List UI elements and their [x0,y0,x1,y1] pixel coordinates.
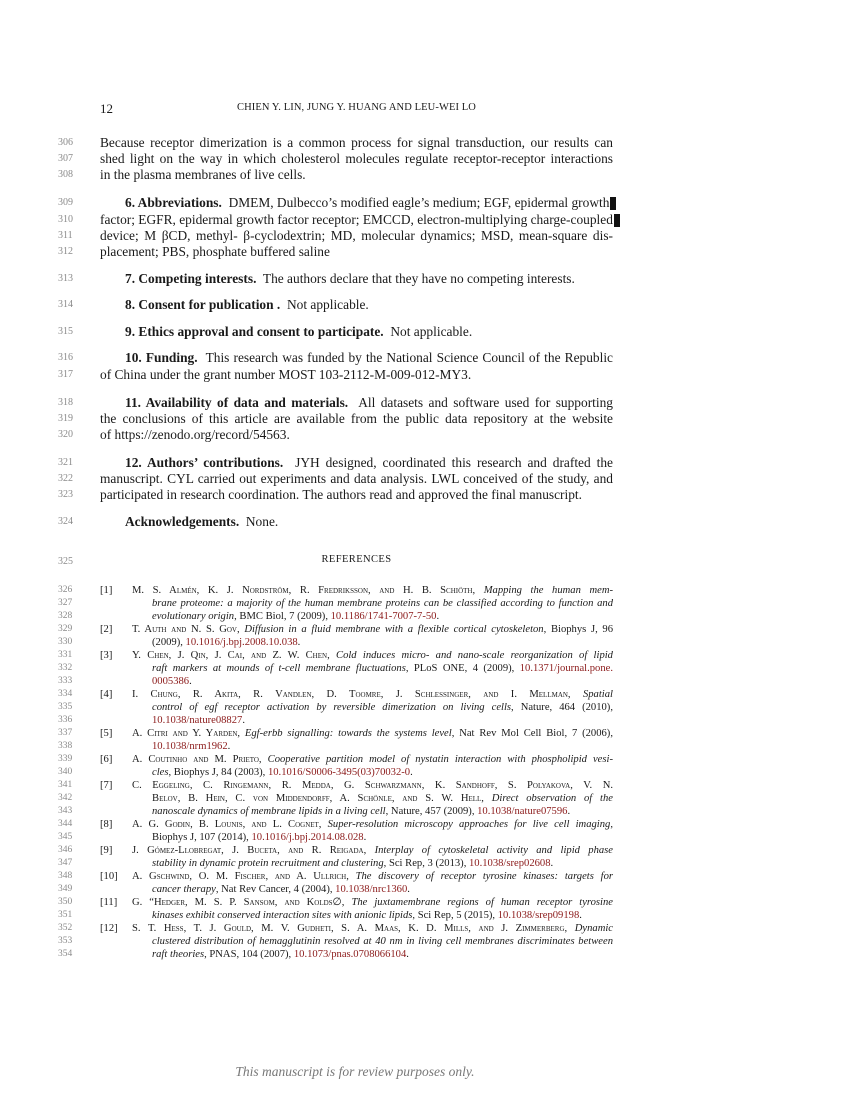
section-text: DMEM, Dulbecco’s modified eagle’s medium; EGF, epidermal growth [228,195,610,210]
reference-continuation [100,636,613,649]
line-number: 315 [58,326,73,337]
reference-4 [100,688,613,701]
reference-title: nanoscale dynamics of membrane lipids in a living cell [152,806,386,817]
reference-7 [100,779,613,792]
reference-source: , Biophys J, 84 (2003), [168,767,268,778]
section-text: All datasets and software used for supporting [358,395,613,410]
doi-link[interactable]: 0005386 [152,676,190,687]
reference-title: brane proteome: a majority of the human membrane proteins can be classified according to function and [152,598,613,609]
body-line: of China under the grant number MOST 103-2112-M-009-012-MY3. [100,367,472,382]
section-heading: Acknowledgements. [125,514,240,529]
reference-authors: Y. Chen, J. Qin, J. Cai, and Z. W. Chen, [132,650,330,661]
reference-source: (2009), [152,637,186,648]
line-number: 335 [58,702,73,712]
reference-continuation [100,935,613,948]
reference-continuation [100,714,613,727]
reference-authors: S. T. Hess, T. J. Gould, M. V. Gudheti, S. A. Maas, K. D. Mills, and J. Zimmerberg, [132,923,568,934]
reference-source: , Nat Rev Cancer, 4 (2004), [215,884,336,895]
body-line [100,212,613,228]
reference-source: , Biophys J, 96 [543,624,613,635]
reference-end: . [227,741,231,752]
reference-continuation [100,675,613,688]
line-number: 349 [58,884,73,894]
doi-link[interactable]: 10.1186/1741-7007-7-50 [330,611,437,622]
section-acknowledgements [100,514,613,530]
section-text: Not applicable. [286,297,369,312]
reference-9 [100,844,613,857]
reference-title: The discovery of receptor tyrosine kinases: targets for [355,871,613,882]
reference-authors: Belov, B. Hein, C. von Middendorff, A. Schönle, and S. W. Hell, [152,793,484,804]
line-number: 344 [58,819,73,829]
line-number: 327 [58,598,73,608]
reference-title: cancer therapy [152,884,216,895]
overfull-box-marker [614,214,620,227]
line-number: 342 [58,793,73,803]
reference-3 [100,649,613,662]
line-number: 331 [58,650,73,660]
line-number: 337 [58,728,73,738]
reference-continuation [100,909,613,922]
section-text: The authors declare that they have no competing interests. [262,271,575,286]
reference-source: Biophys J, 107 (2014), [152,832,252,843]
section-heading: 10. Funding. [125,350,198,365]
overfull-box-marker [610,197,616,210]
line-number: 310 [58,214,73,225]
reference-source: , BMC Biol, 7 (2009), [234,611,331,622]
reference-title: raft theories [152,949,205,960]
reference-title: Cold induces micro- and nano-scale reorganization of lipid [336,650,613,661]
body-line: participated in research coordination. The authors read and approved the final manuscript. [100,487,583,502]
line-number: 307 [58,153,73,164]
reference-authors: J. Gómez-Llobregat, J. Buceta, and R. Reigada, [132,845,367,856]
line-number: 334 [58,689,73,699]
line-number: 312 [58,246,73,257]
doi-link[interactable]: 10.1038/srep09198 [497,910,580,921]
section-heading: 8. Consent for publication . [125,297,281,312]
reference-12 [100,922,613,935]
reference-end: . [410,767,413,778]
section-contributions [100,455,613,471]
line-number: 353 [58,936,73,946]
line-number: 311 [58,230,73,241]
reference-label: [7] [100,780,113,791]
references-heading: REFERENCES [321,554,392,565]
line-number: 313 [58,273,73,284]
reference-source: , Nat Rev Mol Cell Biol, 7 (2006), [451,728,613,739]
reference-title: Mapping the human mem- [483,585,613,596]
body-line: Because receptor dimerization is a common process for signal transduction, our results can [100,135,613,150]
reference-continuation [100,805,613,818]
reference-label: [11] [100,897,118,908]
body-line: of https://zenodo.org/record/54563. [100,427,290,442]
reference-title: clustered distribution of hemagglutinin resolved at 40 nm in living cell membranes discriminates between [152,936,613,947]
reference-label: [10] [100,871,118,882]
line-number: 343 [58,806,73,816]
body-line: manuscript. CYL carried out experiments and data analysis. LWL conceived of the study, and [100,471,613,486]
reference-end: . [363,832,367,843]
section-heading: 12. Authors’ contributions. [125,455,284,470]
line-number: 346 [58,845,73,855]
reference-authors: C. Eggeling, C. Ringemann, R. Medda, G. Schwarzmann, K. Sandhoff, S. Polyakova, V. N. [132,780,613,791]
line-number: 320 [58,429,73,440]
reference-end: . [297,637,301,648]
doi-link[interactable]: 10.1073/pnas.0708066104 [293,949,407,960]
reference-continuation [100,597,613,610]
body-line: in the plasma membranes of live cells. [100,167,306,182]
reference-authors: A. Gschwind, O. M. Fischer, and A. Ullrich, [132,871,349,882]
reference-continuation [100,948,613,961]
line-number: 351 [58,910,73,920]
doi-link[interactable]: 10.1016/j.bpj.2008.10.038 [185,637,298,648]
reference-source: , [610,819,613,830]
line-number: 336 [58,715,73,725]
reference-label: [9] [100,845,113,856]
section-competing-interests [100,271,613,287]
line-number: 328 [58,611,73,621]
reference-title: evolutionary origin [152,611,235,622]
line-number: 308 [58,169,73,180]
line-number: 329 [58,624,73,634]
reference-source: , PLoS ONE, 4 (2009), [405,663,520,674]
line-number: 340 [58,767,73,777]
reference-label: [5] [100,728,113,739]
review-footer: This manuscript is for review purposes only. [235,1064,475,1079]
line-number: 317 [58,369,73,380]
reference-title: raft markers at mounds of t-cell membrane fluctuations [152,663,406,674]
section-availability [100,395,613,411]
section-funding [100,350,613,366]
reference-title: Spatial [582,689,613,700]
section-heading: 9. Ethics approval and consent to participate. [125,324,384,339]
reference-1 [100,584,613,597]
reference-source: , Nature, 457 (2009), [385,806,478,817]
section-heading: 6. Abbreviations. [125,195,222,210]
line-number: 322 [58,473,73,484]
doi-link[interactable]: 10.1016/S0006-3495(03)70032-0 [267,767,411,778]
reference-end: . [407,884,410,895]
page-number: 12 [100,101,113,116]
reference-end: . [579,910,582,921]
line-number: 330 [58,637,73,647]
doi-link[interactable]: 10.1371/journal.pone. [519,663,613,674]
line-number: 352 [58,923,73,933]
line-number: 324 [58,516,73,527]
line-number: 309 [58,197,73,208]
reference-label: [2] [100,624,113,635]
section-abbreviations [100,195,613,211]
reference-continuation [100,831,613,844]
reference-continuation [100,701,613,714]
line-number: 332 [58,663,73,673]
reference-end: . [406,949,409,960]
doi-link[interactable]: 10.1038/nrm1962 [152,741,228,752]
reference-8 [100,818,613,831]
reference-title: Cooperative partition model of nystatin interaction with phospholipid vesi- [267,754,613,765]
reference-label: [4] [100,689,113,700]
line-number: 319 [58,413,73,424]
doi-link[interactable]: 10.1038/nature07596 [477,806,568,817]
reference-label: [3] [100,650,113,661]
reference-label: [12] [100,923,118,934]
reference-title: The juxtamembrane regions of human receptor tyrosine [351,897,613,908]
reference-authors: T. Auth and N. S. Gov, [132,624,240,635]
body-line: device; M βCD, methyl- β-cyclodextrin; MD, molecular dynamics; MSD, mean-square dis- [100,228,613,243]
reference-title: Dynamic [574,923,613,934]
reference-end: . [189,676,192,687]
line-number: 316 [58,352,73,363]
reference-continuation [100,883,613,896]
reference-title: kinases exhibit conserved interaction sites with anionic lipids [152,910,413,921]
line-number: 341 [58,780,73,790]
page-header [100,101,613,117]
reference-title: stability in dynamic protein recruitment and clustering [152,858,384,869]
reference-authors: A. Coutinho and M. Prieto, [132,754,262,765]
section-heading: 11. Availability of data and materials. [125,395,349,410]
line-number: 350 [58,897,73,907]
section-text: None. [245,514,279,529]
reference-authors: A. Citri and Y. Yarden, [132,728,241,739]
body-line: the conclusions of this article are available from the public data repository at the website [100,411,613,426]
doi-link[interactable]: 10.1016/j.bpj.2014.08.028 [251,832,364,843]
reference-title: Super-resolution microscopy approaches for live cell imaging [327,819,611,830]
reference-label: [6] [100,754,113,765]
running-title: CHIEN Y. LIN, JUNG Y. HUANG AND LEU-WEI LO [237,102,476,113]
reference-end: . [550,858,554,869]
line-number: 326 [58,585,73,595]
body-line-text: factor; EGFR, epidermal growth factor receptor; EMCCD, electron-multiplying charge-coupled [100,212,613,227]
reference-11 [100,896,613,909]
section-ethics [100,324,613,340]
line-number: 354 [58,949,73,959]
reference-title: Egf-erbb signalling: towards the systems level [244,728,452,739]
reference-authors: I. Chung, R. Akita, R. Vandlen, D. Toomre, J. Schlessinger, and I. Mellman, [132,689,571,700]
reference-source: , Nature, 464 (2010), [511,702,613,713]
reference-authors: A. G. Godin, B. Lounis, and L. Cognet, [132,819,322,830]
reference-authors: M. S. Almén, K. J. Nordström, R. Fredriksson, and H. B. Schiöth, [132,585,476,596]
reference-source: , Sci Rep, 3 (2013), [383,858,469,869]
section-text: This research was funded by the National Science Council of the Republic [205,350,613,365]
body-line: shed light on the way in which cholesterol molecules regulate receptor-receptor interactions [100,151,613,166]
line-number: 323 [58,489,73,500]
reference-6 [100,753,613,766]
section-consent [100,297,613,313]
doi-link[interactable]: 10.1038/srep02608 [469,858,551,869]
line-number: 321 [58,457,73,468]
reference-title: Diffusion in a fluid membrane with a flexible cortical cytoskeleton [244,624,544,635]
doi-link[interactable]: 10.1038/nrc1360 [335,884,408,895]
reference-continuation [100,792,613,805]
reference-10 [100,870,613,883]
reference-end: . [436,611,440,622]
line-number: 339 [58,754,73,764]
reference-title: Interplay of cytoskeletal activity and lipid phase [374,845,613,856]
reference-continuation [100,766,613,779]
reference-label: [8] [100,819,113,830]
line-number: 333 [58,676,73,686]
reference-title: cles [152,767,169,778]
reference-continuation [100,740,613,753]
body-line: placement; PBS, phosphate buffered saline [100,244,330,259]
reference-continuation [100,610,613,623]
reference-continuation [100,662,613,675]
reference-title: control of egf receptor activation by reversible dimerization on living cells [152,702,512,713]
line-number: 325 [58,556,73,567]
reference-source: , Sci Rep, 5 (2015), [412,910,498,921]
reference-title: Direct observation of the [491,793,613,804]
reference-5 [100,727,613,740]
line-number: 347 [58,858,73,868]
line-number: 345 [58,832,73,842]
line-number: 348 [58,871,73,881]
reference-source: , PNAS, 104 (2007), [204,949,294,960]
line-number: 318 [58,397,73,408]
reference-authors: G. “Hedger, M. S. P. Sansom, and Kolds∅, [132,897,345,908]
reference-end: . [242,715,245,726]
reference-2 [100,623,613,636]
section-heading: 7. Competing interests. [125,271,257,286]
line-number: 338 [58,741,73,751]
section-text: Not applicable. [390,324,473,339]
line-number: 314 [58,299,73,310]
section-text: JYH designed, coordinated this research and drafted the [295,455,613,470]
reference-end: . [567,806,571,817]
reference-label: [1] [100,585,113,596]
line-number: 306 [58,137,73,148]
reference-continuation [100,857,613,870]
doi-link[interactable]: 10.1038/nature08827 [152,715,243,726]
